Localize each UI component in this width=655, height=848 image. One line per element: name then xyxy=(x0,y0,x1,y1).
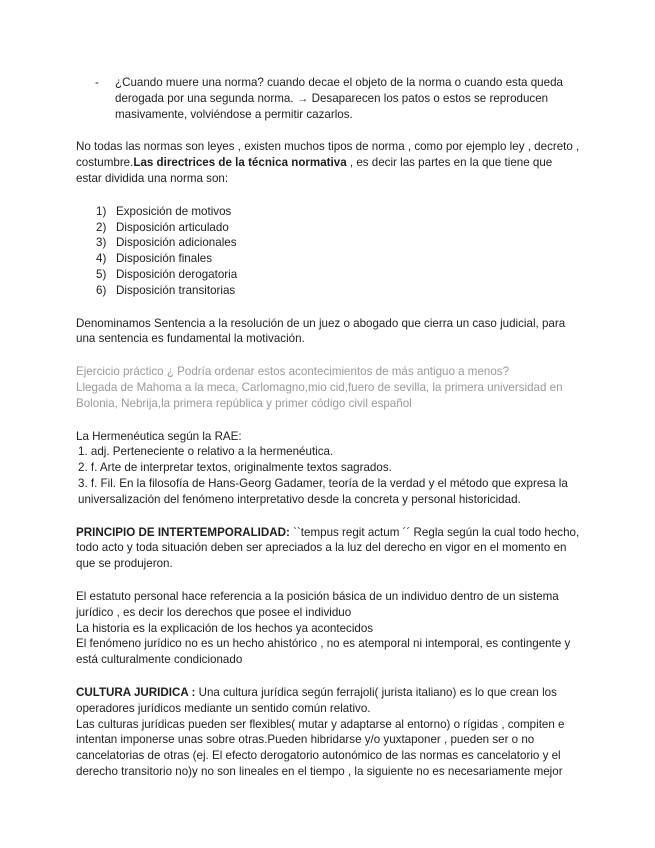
list-item xyxy=(76,251,581,267)
parts-list xyxy=(76,204,581,299)
ejercicio-items: Llegada de Mahoma a la meca, Carlomagno,mio cid,fuero de sevilla, la primera universidad en Bolonia, Nebrija,la primera república y primer código civil español xyxy=(76,380,563,410)
estatuto-line: El estatuto personal hace referencia a la posición básica de un individuo dentro de un sistema jurídico , es decir los derechos que posee el individuo xyxy=(76,589,559,619)
estatuto-line: La historia es la explicación de los hechos ya acontecidos xyxy=(76,621,374,635)
hermeneutica-block xyxy=(76,429,581,508)
list-number: 6) xyxy=(96,283,107,297)
estatuto-line: El fenómeno jurídico no es un hecho ahistórico , no es atemporal ni intemporal, es contingente y está culturalmente condicionado xyxy=(76,637,571,667)
paragraph-sentencia: Denominamos Sentencia a la resolución de un juez o abogado que cierra un caso judicial, para una sentencia es fundamental la motivación. xyxy=(76,316,566,346)
list-text: Disposición transitorias xyxy=(116,283,236,297)
list-text: Exposición de motivos xyxy=(116,204,232,218)
definition-item: 2. f. Arte de interpretar textos, originalmente textos sagrados. xyxy=(78,461,392,475)
list-number: 1) xyxy=(96,204,107,218)
bullet-text: ¿Cuando muere una norma? cuando decae el objeto de la norma o cuando esta queda derogada por una segunda norma. → Desaparecen los patos o estos se reproducen masivamente, volviéndose a permitir cazarlos. xyxy=(115,76,563,121)
normas-bold-text: Las directrices de la técnica normativa xyxy=(133,156,347,170)
normas-text-before: No todas las normas son leyes , existen muchos tipos de norma , como por ejemplo ley , decreto , costumbre. xyxy=(76,140,580,170)
list-item xyxy=(76,283,581,299)
list-text: Disposición articulado xyxy=(116,220,229,234)
cultura-block xyxy=(76,685,581,780)
cultura-title: CULTURA JURIDICA : xyxy=(76,685,196,699)
estatuto-block xyxy=(76,589,581,668)
definition-item: 3. f. Fil. En la filosofía de Hans-Georg Gadamer, teoría de la verdad y el método que expresa la universalización del fenómeno interpretativo desde la concreta y personal historicidad. xyxy=(78,476,568,506)
definition-item: 1. adj. Perteneciente o relativo a la hermenéutica. xyxy=(78,445,334,459)
ejercicio-question: Ejercicio práctico ¿ Podría ordenar estos acontecimientos de más antiguo a menos? xyxy=(76,365,510,379)
list-number: 2) xyxy=(96,220,107,234)
list-number: 5) xyxy=(96,267,107,281)
cultura-paragraph xyxy=(76,685,581,717)
list-text: Disposición adicionales xyxy=(116,236,237,250)
list-number: 4) xyxy=(96,252,107,266)
list-item xyxy=(76,267,581,283)
list-item xyxy=(76,235,581,251)
cultura-paragraph-2: Las culturas jurídicas pueden ser flexibles( mutar y adaptarse al entorno) o rígidas , compiten e intentan imponerse unas sobre otras.Pueden hibridarse y/o yuxtaponer , pueden ser o no cancelatorias de otras (ej. El efecto derogatorio autonómico de las normas es cancelatorio y el derecho transitorio no)y no son lineales en el tiempo , la siguiente no es necesariamente mejor xyxy=(76,717,565,778)
bullet-item xyxy=(76,75,581,122)
paragraph-normas xyxy=(76,139,581,186)
normas-text-after: , es decir las partes en la que tiene que estar dividida una norma son: xyxy=(76,156,553,185)
list-text: Disposición derogatoria xyxy=(116,267,238,281)
paragraph-principio xyxy=(76,525,581,572)
document-page xyxy=(76,75,581,780)
principio-title: PRINCIPIO DE INTERTEMPORALIDAD: xyxy=(76,525,290,539)
list-item xyxy=(76,204,581,220)
cultura-text: Una cultura jurídica según ferrajoli( jurista italiano) es lo que crean los operadores jurídicos mediante un sentido común relativo. xyxy=(76,685,557,715)
ejercicio-block xyxy=(76,364,581,411)
list-item xyxy=(76,220,581,236)
list-number: 3) xyxy=(96,236,107,250)
principio-text: ``tempus regit actum ´´ Regla según la cual todo hecho, todo acto y toda situación deben ser apreciados a la luz del derecho en vigor en el momento en que se produjeron. xyxy=(76,525,580,571)
list-text: Disposición finales xyxy=(116,252,213,266)
hermeneutica-heading: La Hermenéutica según la RAE: xyxy=(76,429,242,443)
bullet-dash: - xyxy=(95,76,99,89)
